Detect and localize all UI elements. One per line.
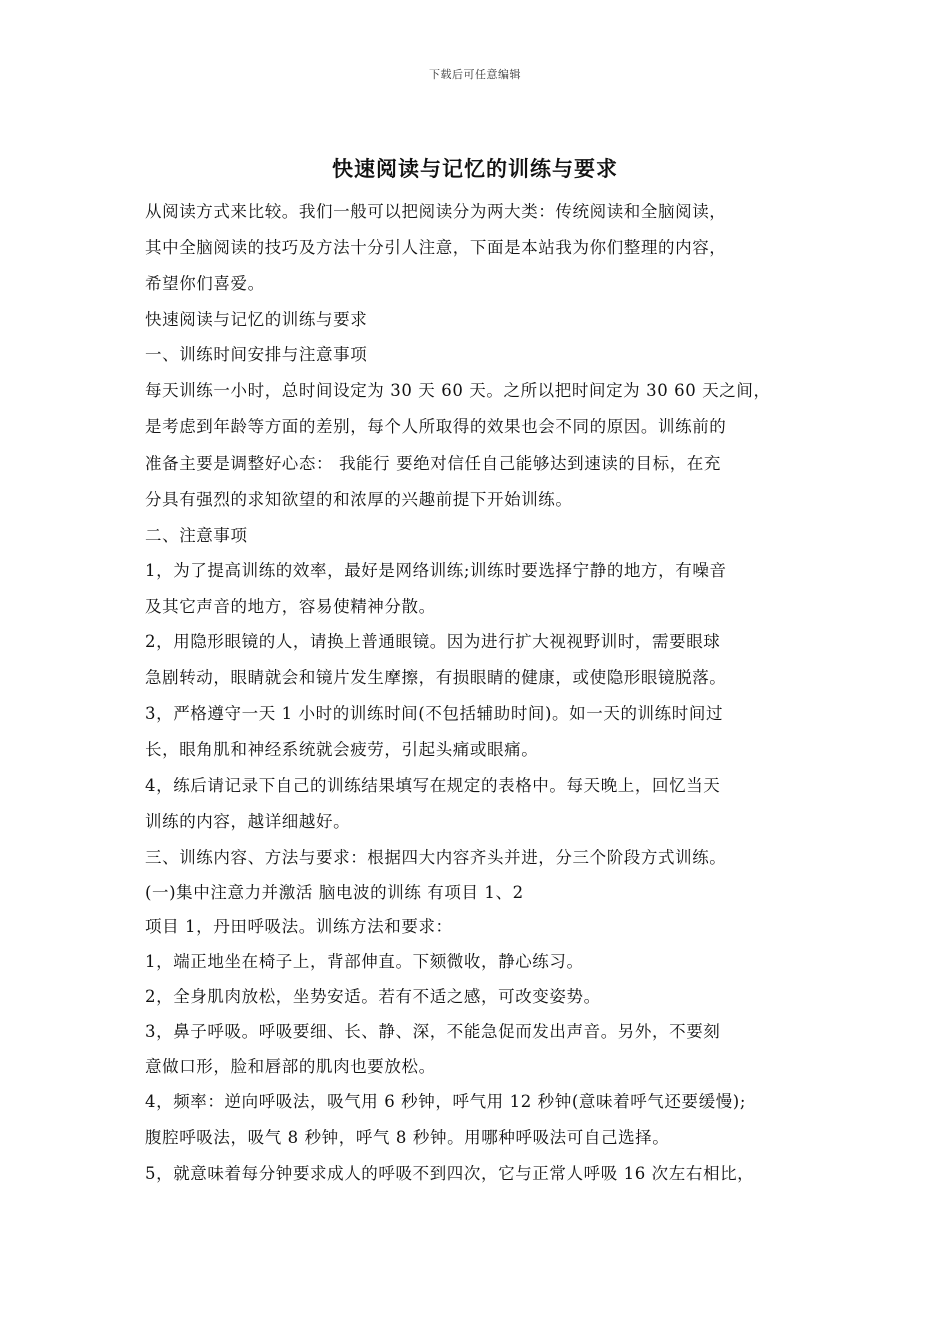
section-heading: 二、注意事项 xyxy=(145,526,248,545)
paragraph-line: 准备主要是调整好心态： 我能行 要绝对信任自己能够达到速读的目标，在充 xyxy=(145,454,721,473)
paragraph-line: 2，用隐形眼镜的人，请换上普通眼镜。因为进行扩大视视野训时，需要眼球 xyxy=(145,632,721,651)
paragraph-line: (一)集中注意力并激活 脑电波的训练 有项目 1、2 xyxy=(145,883,524,902)
paragraph-line: 其中全脑阅读的技巧及方法十分引人注意，下面是本站我为你们整理的内容， xyxy=(145,238,727,257)
paragraph-line: 4，频率：逆向呼吸法，吸气用 6 秒钟，呼气用 12 秒钟(意味着呼气还要缓慢); xyxy=(145,1092,747,1111)
paragraph-line: 5，就意味着每分钟要求成人的呼吸不到四次，它与正常人呼吸 16 次左右相比， xyxy=(145,1164,755,1183)
page-header: 下载后可任意编辑 xyxy=(429,68,521,81)
paragraph-line: 训练的内容，越详细越好。 xyxy=(145,812,351,831)
paragraph-line: 1，为了提高训练的效率，最好是网络训练;训练时要选择宁静的地方，有噪音 xyxy=(145,561,727,580)
paragraph-line: 1，端正地坐在椅子上，背部伸直。下颏微收，静心练习。 xyxy=(145,952,584,971)
paragraph-line: 3，严格遵守一天 1 小时的训练时间(不包括辅助时间)。如一天的训练时间过 xyxy=(145,704,724,723)
paragraph-line: 分具有强烈的求知欲望的和浓厚的兴趣前提下开始训练。 xyxy=(145,490,573,509)
paragraph-line: 希望你们喜爱。 xyxy=(145,274,265,293)
document-title: 快速阅读与记忆的训练与要求 xyxy=(332,156,618,181)
paragraph-line: 长，眼角肌和神经系统就会疲劳，引起头痛或眼痛。 xyxy=(145,740,539,759)
paragraph-line: 每天训练一小时，总时间设定为 30 天 60 天。之所以把时间定为 30 60 天之间， xyxy=(145,381,771,400)
paragraph-line: 是考虑到年龄等方面的差别，每个人所取得的效果也会不同的原因。训练前的 xyxy=(145,417,727,436)
paragraph-line: 3，鼻子呼吸。呼吸要细、长、静、深，不能急促而发出声音。另外，不要刻 xyxy=(145,1022,721,1041)
section-heading: 三、训练内容、方法与要求：根据四大内容齐头并进，分三个阶段方式训练。 xyxy=(145,848,727,867)
paragraph-line: 2，全身肌肉放松，坐势安适。若有不适之感，可改变姿势。 xyxy=(145,987,601,1006)
paragraph-line: 急剧转动，眼睛就会和镜片发生摩擦，有损眼睛的健康，或使隐形眼镜脱落。 xyxy=(145,668,727,687)
paragraph-line: 意做口形，脸和唇部的肌肉也要放松。 xyxy=(145,1057,436,1076)
paragraph-line: 腹腔呼吸法，吸气 8 秒钟，呼气 8 秒钟。用哪种呼吸法可自己选择。 xyxy=(145,1128,670,1147)
section-heading: 快速阅读与记忆的训练与要求 xyxy=(145,310,368,329)
paragraph-line: 4，练后请记录下自己的训练结果填写在规定的表格中。每天晚上，回忆当天 xyxy=(145,776,721,795)
paragraph-line: 项目 1，丹田呼吸法。训练方法和要求： xyxy=(145,917,453,936)
paragraph-line: 及其它声音的地方，容易使精神分散。 xyxy=(145,597,436,616)
paragraph-line: 从阅读方式来比较。我们一般可以把阅读分为两大类：传统阅读和全脑阅读， xyxy=(145,202,727,221)
section-heading: 一、训练时间安排与注意事项 xyxy=(145,345,368,364)
